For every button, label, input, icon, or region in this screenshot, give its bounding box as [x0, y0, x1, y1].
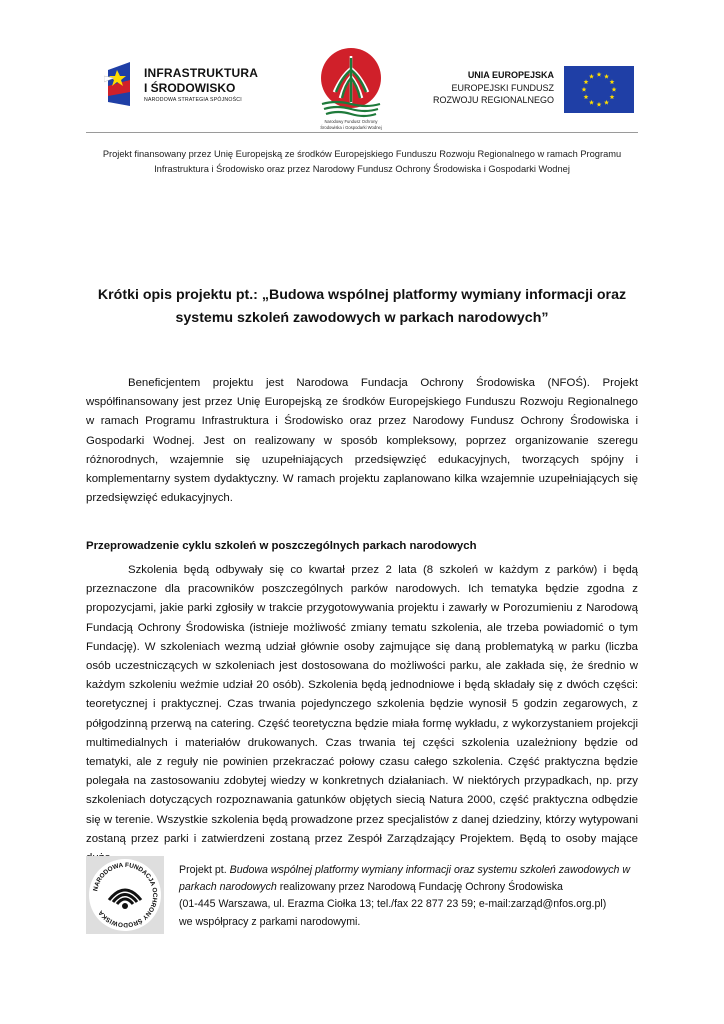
- footer-project-info: [179, 862, 649, 931]
- nfos-foundation-logo-icon: [86, 856, 164, 934]
- title-line1: Krótki opis projektu pt.: „Budowa wspólnej platformy wymiany informacji oraz: [97, 287, 627, 303]
- footer-logo-ring-text: NARODOWA FUNDACJA OCHRONY ŚRODOWISKA: [92, 861, 159, 929]
- logo-nfosigw: [316, 46, 386, 136]
- logo-infrastruktura-srodowisko: [104, 60, 264, 110]
- funding-line1: Projekt finansowany przez Unię Europejską ze środków Europejskiego Funduszu Rozwoju Regionalnego w ramach Programu: [102, 149, 622, 159]
- section-heading-trainings: Przeprowadzenie cyklu szkoleń w poszczególnych parkach narodowych: [86, 540, 477, 552]
- logo-mid-caption2: Środowiska i Gospodarki Wodnej: [320, 125, 382, 130]
- footer-italic-title-b: parkach narodowych: [179, 881, 277, 894]
- paragraph-beneficiary: [86, 374, 638, 508]
- logo-left-line2: I ŚRODOWISKO: [144, 81, 236, 95]
- eu-flag-icon: [564, 66, 634, 113]
- logo-unia-europejska: [424, 66, 634, 116]
- footer-address: (01-445 Warszawa, ul. Erazma Ciołka 13; tel./fax 22 877 23 59; e-mail:zarząd@nfos.org.pl): [179, 898, 607, 911]
- title-line2: systemu szkoleń zawodowych w parkach narodowych”: [175, 310, 549, 326]
- footer-prefix: Projekt pt.: [179, 864, 230, 876]
- logo-left-line3: NARODOWA STRATEGIA SPÓJNOŚCI: [144, 97, 242, 103]
- footer-line2: [179, 879, 649, 896]
- funding-statement: [86, 147, 638, 177]
- nfosigw-emblem-icon: [316, 46, 386, 118]
- paragraph2-text: Szkolenia będą odbywały się co kwartał przez 2 lata (8 szkoleń w każdym z parków) i będą przeznaczone dla pracowników poszczególnych parków narodowych. Ich tematyka będzie zgodna z propozycjami, jakie parki zgłosiły w trakcie przygotowywania projektu i zawarły w Porozumieniu z Narodową Fundacją Ochrony Środowiska (istnieje możliwość zmiany tematu szkolenia, ale trzeba powiadomić o tym Fundację). W szkoleniach wezmą udział głównie osoby zajmujące się daną problematyką w parku (liczba osób uczestniczących w szkoleniach jest dostosowana do możliwości parku, ale zakłada się, że średnio w każdym szkoleniu weźmie udział 20 osób). Szkolenia będą jednodniowe i będą składały się z dwóch części: teoretycznej i praktycznej. Czas trwania pojedynczego szkolenia będzie wynosił 5 godzin zegarowych, z półgodzinną przerwą na catering. Część teoretyczna będzie miała formę wykładu, z wykorzystaniem projekcji multimedialnych i materiałów drukowanych. Czas trwania tej części szkolenia uzależniony będzie od tematyki, ale z reguły nie powinien przekraczać połowy czasu całego szkolenia. Część praktyczna będzie polegała na zastosowaniu zdobytej wiedzy w konkretnych działaniach. W niektórych przypadkach, np. przy szkoleniach dotyczących rozpoznawania gatunków objętych siecią Natura 2000, część praktyczna odbędzie się w terenie. Wszystkie szkolenia będą prowadzone przez specjalistów z danej dziedziny, którzy wytypowani zostaną przez parki i zatwierdzeni zostaną przez Zespół Zarządzający Projektem. Będą to osoby mające: [86, 564, 638, 845]
- footer-suffix: realizowany przez Narodową Fundację Ochrony Środowiska: [276, 881, 563, 894]
- paragraph-trainings: [86, 561, 638, 868]
- document-title: [86, 284, 638, 330]
- logo-right-line2: EUROPEJSKI FUNDUSZ: [451, 83, 554, 93]
- logo-left-line1: INFRASTRUKTURA: [144, 66, 259, 80]
- nss-flag-icon: [104, 62, 134, 106]
- logo-mid-caption1: Narodowy Fundusz Ochrony: [324, 119, 378, 124]
- logo-right-line3: ROZWOJU REGIONALNEGO: [432, 95, 554, 105]
- funding-line2: Infrastruktura i Środowisko oraz przez Narodowy Fundusz Ochrony Środowiska i Gospodarki Wodnej: [154, 164, 570, 174]
- logo-right-line1: UNIA EUROPEJSKA: [467, 70, 554, 80]
- footer-italic-title-a: Budowa wspólnej platformy wymiany informacji oraz systemu szkoleń zawodowych w: [229, 864, 631, 876]
- footer-line1: [179, 862, 649, 879]
- footer-cooperation: we współpracy z parkami narodowymi.: [179, 915, 361, 928]
- header-divider: [86, 132, 638, 133]
- paragraph1-text: Beneficjentem projektu jest Narodowa Fundacja Ochrony Środowiska (NFOŚ). Projekt współfinansowany jest przez Unię Europejską ze środków Europejskiego Funduszu Rozwoju Regionalnego w ramach Programu Infrastruktura i Środowisko oraz przez Narodowy Fundusz Ochrony Środowiska i Gospodarki Wodnej. Jest on realizowany w sposób kompleksowy, poprzez organizowanie szeregu różnorodnych, wzajemnie się uzupełniających przedsięwzięć edukacyjnych, tworzących spójny i komplementarny system dydaktyczny. W ramach projektu zaplanowano kilka wzajemnie uzupełniających się przedsięwzięć edukacyjnych.: [86, 377, 638, 505]
